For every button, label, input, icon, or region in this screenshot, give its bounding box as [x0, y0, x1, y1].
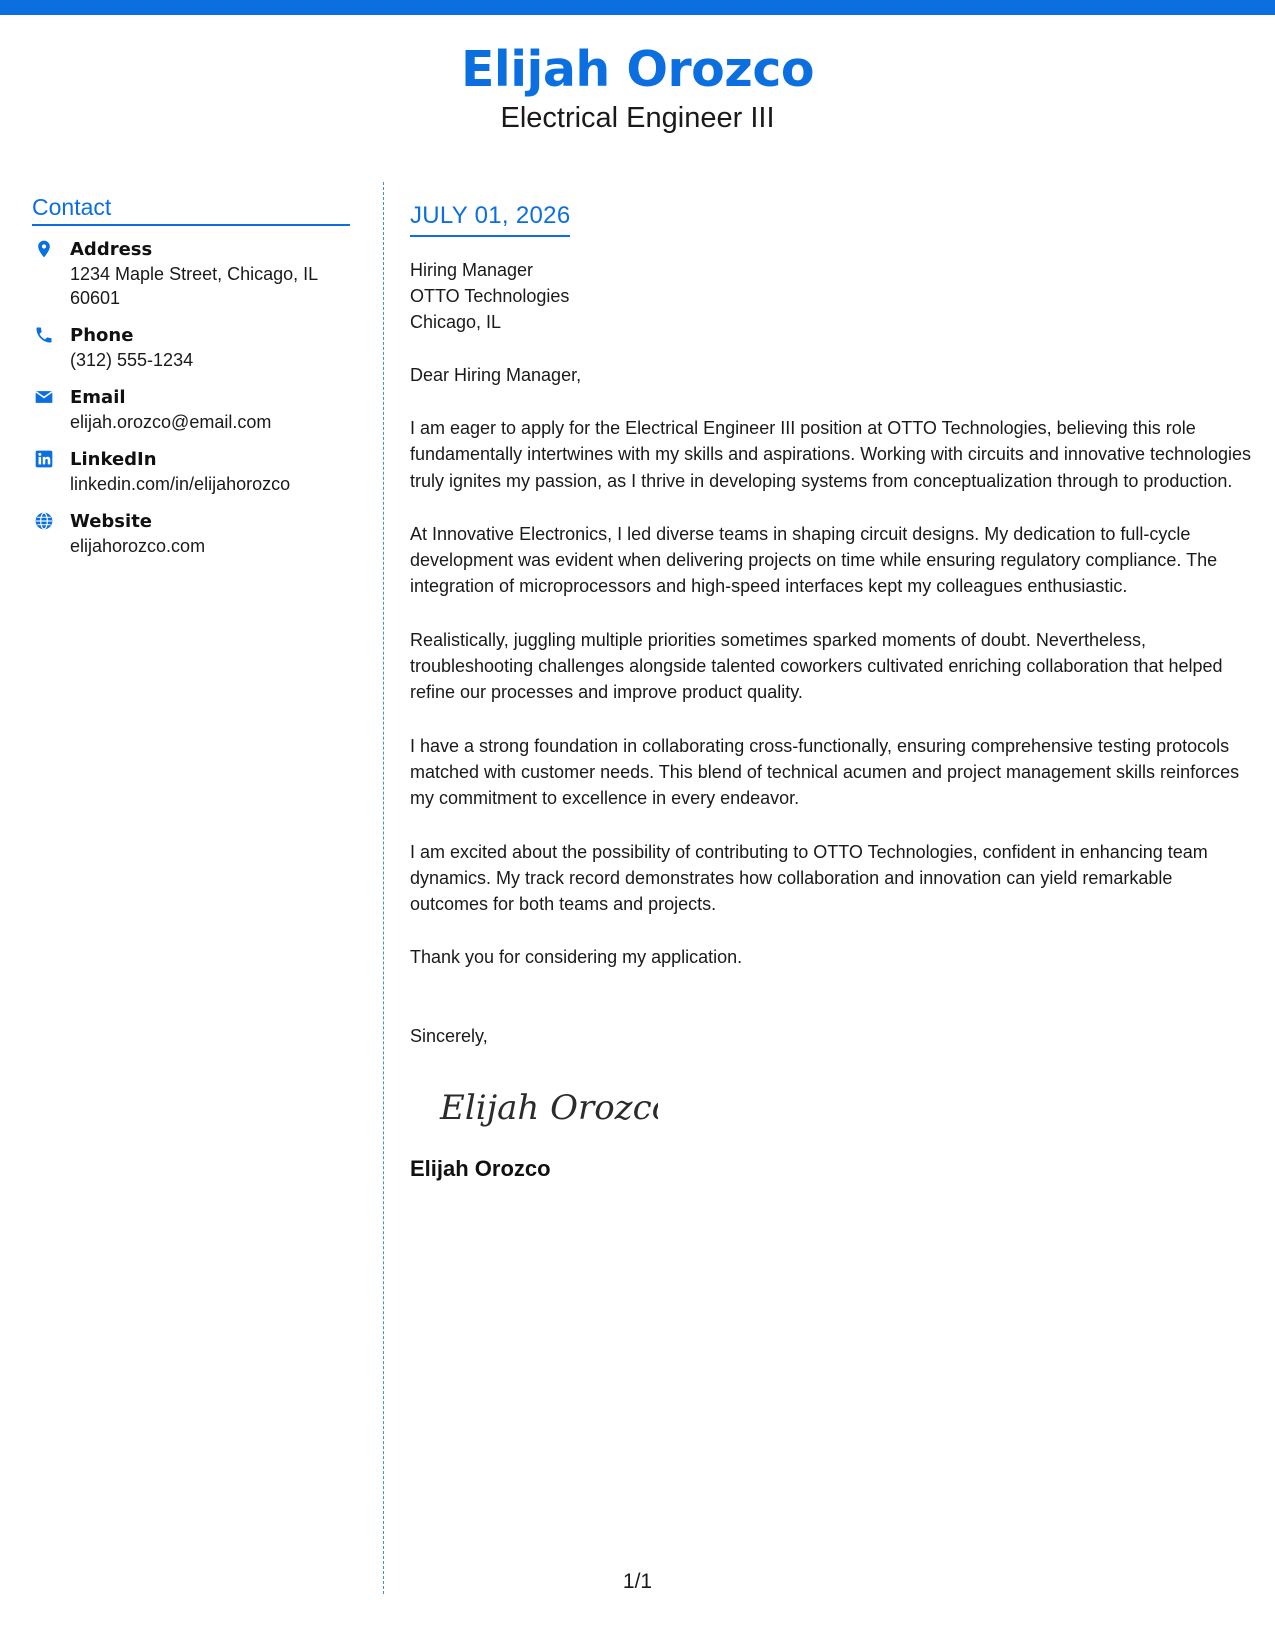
globe-icon — [34, 511, 54, 531]
contact-item-address — [32, 238, 350, 310]
address-label: Address — [70, 239, 153, 260]
website-value: elijahorozco.com — [70, 536, 206, 556]
closing: Sincerely, — [410, 1025, 488, 1046]
signer-name: Elijah Orozco — [410, 1155, 551, 1181]
contact-sidebar — [32, 192, 350, 572]
phone-value: (312) 555-1234 — [70, 350, 194, 370]
recipient-company: OTTO Technologies — [410, 286, 570, 306]
recipient-block — [410, 257, 1255, 335]
salutation: Dear Hiring Manager, — [410, 365, 582, 385]
recipient-line: Hiring Manager — [410, 260, 534, 280]
linkedin-value: linkedin.com/in/elijahorozco — [70, 474, 291, 494]
handwritten-signature — [438, 1077, 658, 1137]
body-paragraph: I have a strong foundation in collaborating cross-functionally, ensuring comprehensive testing protocols matched with customer needs. This blend of technical acumen and project management skills reinforces my commitment to excellence in every endeavor. — [410, 735, 1240, 809]
page-number: 1/1 — [622, 1570, 653, 1593]
body-paragraph: Thank you for considering my application. — [410, 947, 743, 968]
body-paragraph: I am excited about the possibility of contributing to OTTO Technologies, confident in enhancing team dynamics. My track record demonstrates how collaboration and innovation can yield remarkable outcomes for both teams and projects. — [410, 841, 1208, 915]
column-divider — [383, 182, 384, 1594]
contact-item-linkedin — [32, 448, 350, 496]
linkedin-label: LinkedIn — [70, 449, 157, 470]
letter-date: JULY 01, 2026 — [410, 200, 570, 237]
email-value: elijah.orozco@email.com — [70, 412, 272, 432]
contact-section-title: Contact — [32, 192, 350, 226]
applicant-name: Elijah Orozco — [460, 41, 815, 98]
body-paragraph: I am eager to apply for the Electrical Engineer III position at OTTO Technologies, believing this role fundamentally intertwines with my skills and aspirations. Working with circuits and innovative technologies truly ignites my passion, as I thrive in developing systems from conceptualization through to production. — [410, 418, 1252, 491]
contact-item-phone — [32, 324, 350, 372]
letter-header — [0, 40, 1275, 136]
envelope-icon — [34, 387, 54, 407]
map-pin-icon — [34, 239, 54, 259]
applicant-job-title: Electrical Engineer III — [500, 102, 775, 134]
body-paragraph: At Innovative Electronics, I led diverse teams in shaping circuit designs. My dedication to full-cycle development was evident when delivering projects on time while ensuring regulatory compliance. The integration of microprocessors and high-speed interfaces kept my colleagues enthusiastic. — [410, 523, 1218, 597]
recipient-location: Chicago, IL — [410, 312, 502, 332]
signature-text: Elijah Orozco — [440, 1087, 658, 1128]
email-label: Email — [70, 387, 126, 408]
contact-item-email — [32, 386, 350, 434]
phone-icon — [34, 325, 54, 345]
phone-label: Phone — [70, 325, 134, 346]
website-label: Website — [70, 511, 153, 532]
contact-item-website — [32, 510, 350, 558]
letter-body — [410, 200, 1255, 1184]
address-value: 1234 Maple Street, Chicago, IL 60601 — [70, 264, 318, 308]
top-accent-bar — [0, 0, 1275, 15]
body-paragraph: Realistically, juggling multiple priorities sometimes sparked moments of doubt. Nevertheless, troubleshooting challenges alongside talented coworkers cultivated enriching collaboration that helped refine our processes and improve product quality. — [410, 629, 1223, 703]
linkedin-icon — [34, 449, 54, 469]
